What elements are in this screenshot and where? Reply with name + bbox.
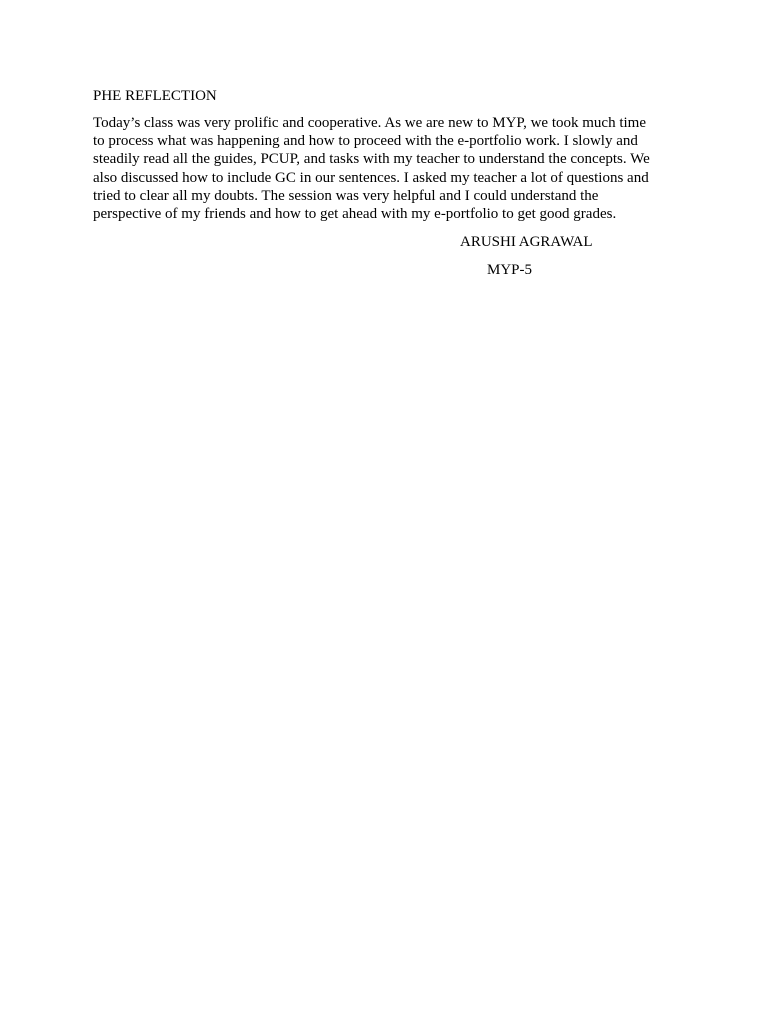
author-grade: MYP-5 xyxy=(487,262,533,278)
author-name: ARUSHI AGRAWAL xyxy=(460,234,593,250)
paragraph-line: steadily read all the guides, PCUP, and tasks with my teacher to understand the concepts. We xyxy=(93,151,650,168)
paragraph-line: Today’s class was very prolific and cooperative. As we are new to MYP, we took much time xyxy=(93,115,646,131)
paragraph-line: to process what was happening and how to proceed with the e-portfolio work. I slowly and xyxy=(93,133,638,150)
paragraph-line: tried to clear all my doubts. The session was very helpful and I could understand the xyxy=(93,187,599,204)
paragraph-line: also discussed how to include GC in our sentences. I asked my teacher a lot of questions and xyxy=(93,169,649,186)
paragraph-line: perspective of my friends and how to get ahead with my e-portfolio to get good grades. xyxy=(93,206,617,223)
reflection-paragraph xyxy=(93,114,673,223)
document-title: PHE REFLECTION xyxy=(93,88,217,104)
